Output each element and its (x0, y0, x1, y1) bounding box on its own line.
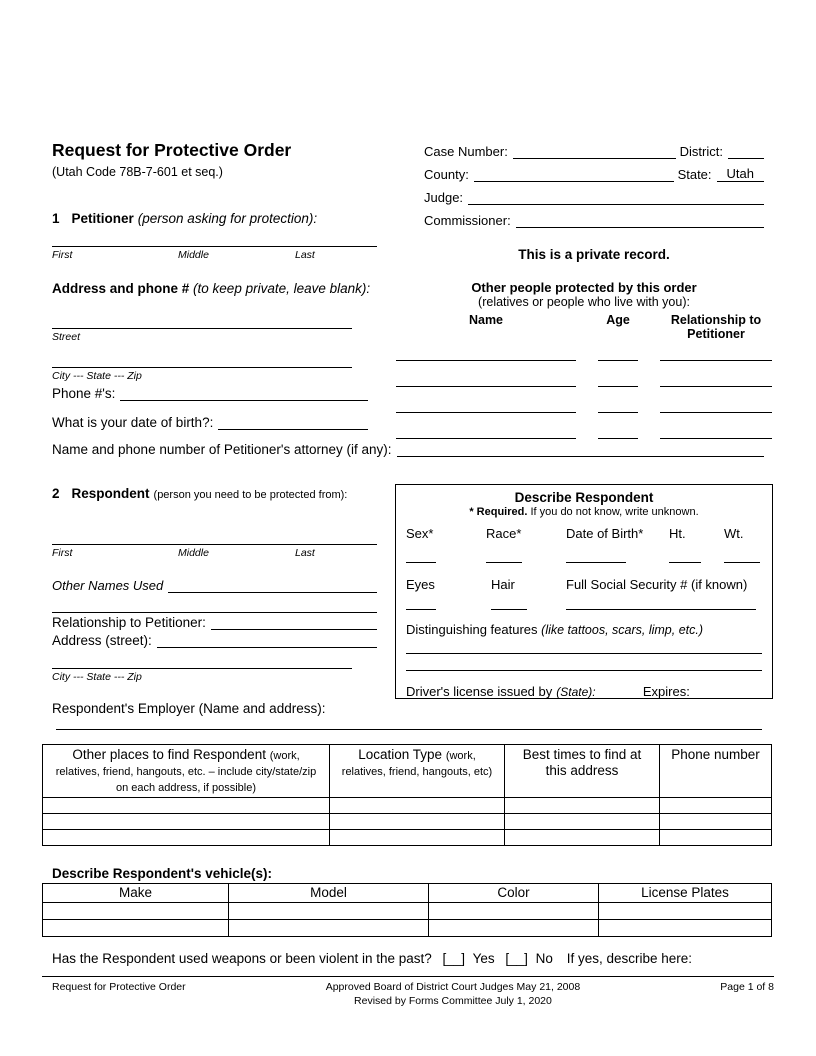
distinguishing-features-label-row (406, 622, 762, 637)
commissioner-row (424, 212, 764, 228)
protected-name-field[interactable] (396, 368, 576, 387)
last-name-label: Last (295, 547, 315, 559)
sex-column (406, 526, 486, 563)
place-address-cell[interactable] (43, 829, 330, 845)
district-label: District: (679, 144, 723, 159)
required-text: If you do not know, write unknown. (530, 506, 699, 518)
hair-field[interactable] (491, 592, 527, 610)
protected-age-field[interactable] (598, 394, 638, 413)
places-col1-main: Other places to find Respondent (72, 747, 266, 762)
state-value[interactable]: Utah (717, 166, 764, 182)
places-col2-main: Location Type (358, 747, 443, 762)
vehicle-model-cell[interactable] (229, 919, 429, 936)
district-field[interactable] (728, 145, 764, 159)
place-address-cell[interactable] (43, 797, 330, 813)
county-row (424, 166, 764, 182)
footer-divider (42, 976, 774, 977)
distinguishing-features-field-2[interactable] (406, 670, 762, 671)
weapons-if-yes-label: If yes, describe here: (566, 951, 693, 966)
petitioner-dob-row (52, 414, 368, 430)
other-names-field[interactable] (168, 579, 377, 593)
place-times-cell[interactable] (505, 829, 660, 845)
respondent-address-row (52, 632, 377, 648)
place-times-cell[interactable] (505, 797, 660, 813)
place-phone-cell[interactable] (660, 797, 772, 813)
footer-revised-line: Revised by Forms Committee July 1, 2020 (354, 994, 552, 1007)
protected-people-subheading: (relatives or people who live with you): (478, 295, 690, 309)
attorney-label: Name and phone number of Petitioner's attorney (if any): (52, 442, 392, 457)
judge-field[interactable] (468, 191, 764, 205)
petitioner-name-labels (52, 249, 377, 262)
petitioner-city-field[interactable] (52, 351, 352, 368)
address-heading-note: (to keep private, leave blank): (193, 281, 371, 296)
protected-relationship-field[interactable] (660, 368, 772, 387)
drivers-license-label: Driver's license issued by (406, 684, 553, 699)
middle-name-label: Middle (178, 547, 209, 559)
respondent-address-label: Address (street): (52, 633, 152, 648)
judge-label: Judge: (424, 190, 464, 205)
vehicle-make-cell[interactable] (43, 902, 229, 919)
phone-field[interactable] (120, 387, 368, 401)
vehicle-row (43, 902, 772, 919)
other-places-header-row (43, 745, 772, 798)
protected-relationship-col-header: Relationship to Petitioner (670, 313, 762, 342)
respondent-city-block (52, 652, 352, 683)
describe-row-1 (406, 526, 762, 563)
other-names-row (52, 577, 377, 593)
section-1-number: 1 (52, 211, 60, 226)
place-phone-cell[interactable] (660, 829, 772, 845)
dob-column (566, 526, 669, 563)
protected-age-col-header: Age (606, 313, 630, 327)
describe-respondent-heading: Describe Respondent (514, 490, 654, 505)
respondent-dob-field[interactable] (566, 541, 626, 563)
last-name-label: Last (295, 249, 315, 261)
employer-field[interactable] (56, 716, 762, 730)
state-label: State: (677, 167, 712, 182)
plates-col-header: License Plates (599, 884, 772, 903)
distinguishing-features-note: (like tattoos, scars, limp, etc.) (541, 623, 704, 637)
describe-respondent-box (395, 484, 773, 699)
expires-label: Expires: (642, 684, 690, 699)
weapons-no-label: No (535, 951, 553, 966)
place-type-cell[interactable] (330, 797, 505, 813)
section-2-note: (person you need to be protected from): (153, 489, 348, 501)
describe-respondent-required-note (406, 506, 762, 518)
judge-row (424, 189, 764, 205)
attorney-row (52, 441, 764, 457)
petitioner-name-block (52, 229, 377, 262)
petitioner-street-field[interactable] (52, 312, 352, 329)
vehicles-heading: Describe Respondent's vehicle(s): (52, 866, 273, 881)
vehicle-color-cell[interactable] (429, 902, 599, 919)
phone-label: Phone #'s: (52, 386, 116, 401)
footer-form-name: Request for Protective Order (52, 981, 186, 993)
petitioner-city-block (52, 351, 352, 382)
places-col3-header: Best times to find at this address (505, 745, 660, 798)
protected-name-field[interactable] (396, 420, 576, 439)
address-heading (52, 281, 370, 296)
places-col1-header (43, 745, 330, 798)
section-1-title: Petitioner (71, 211, 134, 226)
vehicle-color-cell[interactable] (429, 919, 599, 936)
vehicle-make-cell[interactable] (43, 919, 229, 936)
race-column (486, 526, 566, 563)
section-1-note: (person asking for protection): (137, 211, 318, 226)
respondent-name-field[interactable] (52, 527, 377, 545)
commissioner-field[interactable] (516, 214, 764, 228)
protected-age-field[interactable] (598, 420, 638, 439)
protected-age-field[interactable] (598, 342, 638, 361)
page-subtitle: (Utah Code 78B-7-601 et seq.) (52, 165, 223, 179)
weapons-question-row (52, 951, 766, 966)
section-1-heading (52, 211, 317, 226)
describe-row-2 (406, 577, 762, 610)
respondent-name-block (52, 527, 377, 560)
respondent-dob-label: Date of Birth* (566, 526, 644, 541)
weight-column (724, 526, 762, 563)
other-names-continued-field[interactable] (52, 599, 377, 613)
employer-label: Respondent's Employer (Name and address): (52, 701, 326, 716)
other-places-row (43, 829, 772, 845)
vehicle-plates-cell[interactable] (599, 902, 772, 919)
place-type-cell[interactable] (330, 829, 505, 845)
case-info-block (424, 143, 764, 235)
protected-people-column-headers (396, 313, 772, 342)
petitioner-street-block (52, 312, 352, 343)
race-label: Race* (486, 526, 522, 541)
weapons-no-checkbox[interactable]: [__] (505, 951, 528, 966)
height-label: Ht. (669, 526, 686, 541)
protected-relationship-field[interactable] (660, 342, 772, 361)
petitioner-phone-row (52, 385, 368, 401)
hair-column (491, 577, 566, 610)
weight-field[interactable] (724, 541, 760, 563)
sex-label: Sex* (406, 526, 434, 541)
section-2-number: 2 (52, 486, 60, 501)
vehicles-header-row (43, 884, 772, 903)
required-strong: * Required. (469, 506, 528, 518)
case-number-field[interactable] (513, 145, 676, 159)
middle-name-label: Middle (178, 249, 209, 261)
attorney-field[interactable] (397, 443, 764, 457)
eyes-field[interactable] (406, 592, 436, 610)
city-state-zip-label: City --- State --- Zip (52, 370, 142, 382)
drivers-license-row (406, 684, 762, 699)
address-heading-label: Address and phone # (52, 281, 190, 296)
respondent-name-labels (52, 547, 377, 560)
section-2-heading (52, 486, 347, 501)
protected-age-field[interactable] (598, 368, 638, 387)
eyes-label: Eyes (406, 577, 435, 592)
case-number-row (424, 143, 764, 159)
protected-person-row (396, 342, 772, 368)
respondent-relationship-row (52, 614, 377, 630)
protected-name-field[interactable] (396, 342, 576, 361)
weapons-question: Has the Respondent used weapons or been violent in the past? (52, 951, 432, 966)
protected-people-block (396, 280, 772, 446)
protected-relationship-field[interactable] (660, 420, 772, 439)
places-col2-note: (work, relatives, friend, hangouts, etc) (341, 750, 493, 778)
place-phone-cell[interactable] (660, 813, 772, 829)
hair-label: Hair (491, 577, 515, 592)
place-type-cell[interactable] (330, 813, 505, 829)
section-2-title: Respondent (71, 486, 150, 501)
ssn-field[interactable] (566, 592, 756, 610)
protected-relationship-field[interactable] (660, 394, 772, 413)
commissioner-label: Commissioner: (424, 213, 511, 228)
page-title: Request for Protective Order (52, 140, 292, 160)
case-number-label: Case Number: (424, 144, 508, 159)
county-field[interactable] (474, 168, 674, 182)
other-places-row (43, 813, 772, 829)
places-col4-header: Phone number (660, 745, 772, 798)
race-field[interactable] (486, 541, 522, 563)
respondent-relationship-field[interactable] (211, 616, 377, 630)
respondent-relationship-label: Relationship to Petitioner: (52, 615, 206, 630)
title-block (52, 140, 412, 179)
place-address-cell[interactable] (43, 813, 330, 829)
vehicle-model-cell[interactable] (229, 902, 429, 919)
make-col-header: Make (43, 884, 229, 903)
place-times-cell[interactable] (505, 813, 660, 829)
color-col-header: Color (429, 884, 599, 903)
places-col1-note: (work, relatives, friend, hangouts, etc. – include city/state/zip on each address, if possible) (55, 750, 317, 794)
county-label: County: (424, 167, 469, 182)
model-col-header: Model (229, 884, 429, 903)
distinguishing-features-label: Distinguishing features (406, 622, 538, 637)
weapons-yes-checkbox[interactable]: [__] (442, 951, 466, 966)
protected-person-row (396, 368, 772, 394)
vehicle-plates-cell[interactable] (599, 919, 772, 936)
license-state-field[interactable] (596, 686, 637, 699)
protected-people-heading: Other people protected by this order (471, 280, 697, 295)
city-state-zip-label: City --- State --- Zip (52, 671, 142, 683)
footer-approval-block (326, 981, 580, 1008)
other-places-table (42, 744, 772, 846)
license-state-note: (State): (556, 685, 596, 699)
height-column (669, 526, 724, 563)
places-col2-header (330, 745, 505, 798)
vehicle-row (43, 919, 772, 936)
height-field[interactable] (669, 541, 701, 563)
eyes-column (406, 577, 491, 610)
footer (42, 981, 774, 1008)
respondent-address-field[interactable] (157, 634, 377, 648)
protected-name-col-header: Name (468, 313, 504, 327)
respondent-city-field[interactable] (52, 652, 352, 669)
petitioner-name-field[interactable] (52, 229, 377, 247)
protected-name-field[interactable] (396, 394, 576, 413)
weapons-yes-label: Yes (472, 951, 495, 966)
first-name-label: First (52, 249, 73, 261)
weight-label: Wt. (724, 526, 744, 541)
dob-field[interactable] (218, 416, 368, 430)
vehicles-table (42, 883, 772, 937)
protected-person-row (396, 394, 772, 420)
street-label: Street (52, 331, 81, 343)
ssn-label: Full Social Security # (if known) (566, 577, 748, 592)
sex-field[interactable] (406, 541, 436, 563)
first-name-label: First (52, 547, 73, 559)
dob-label: What is your date of birth?: (52, 415, 214, 430)
footer-page-number: Page 1 of 8 (720, 981, 774, 993)
other-names-label: Other Names Used (52, 578, 164, 593)
license-expires-field[interactable] (694, 686, 762, 699)
private-record-notice: This is a private record. (518, 247, 670, 262)
distinguishing-features-field-1[interactable] (406, 653, 762, 654)
footer-approved-line: Approved Board of District Court Judges May 21, 2008 (325, 981, 581, 993)
other-places-row (43, 797, 772, 813)
ssn-column (566, 577, 762, 610)
